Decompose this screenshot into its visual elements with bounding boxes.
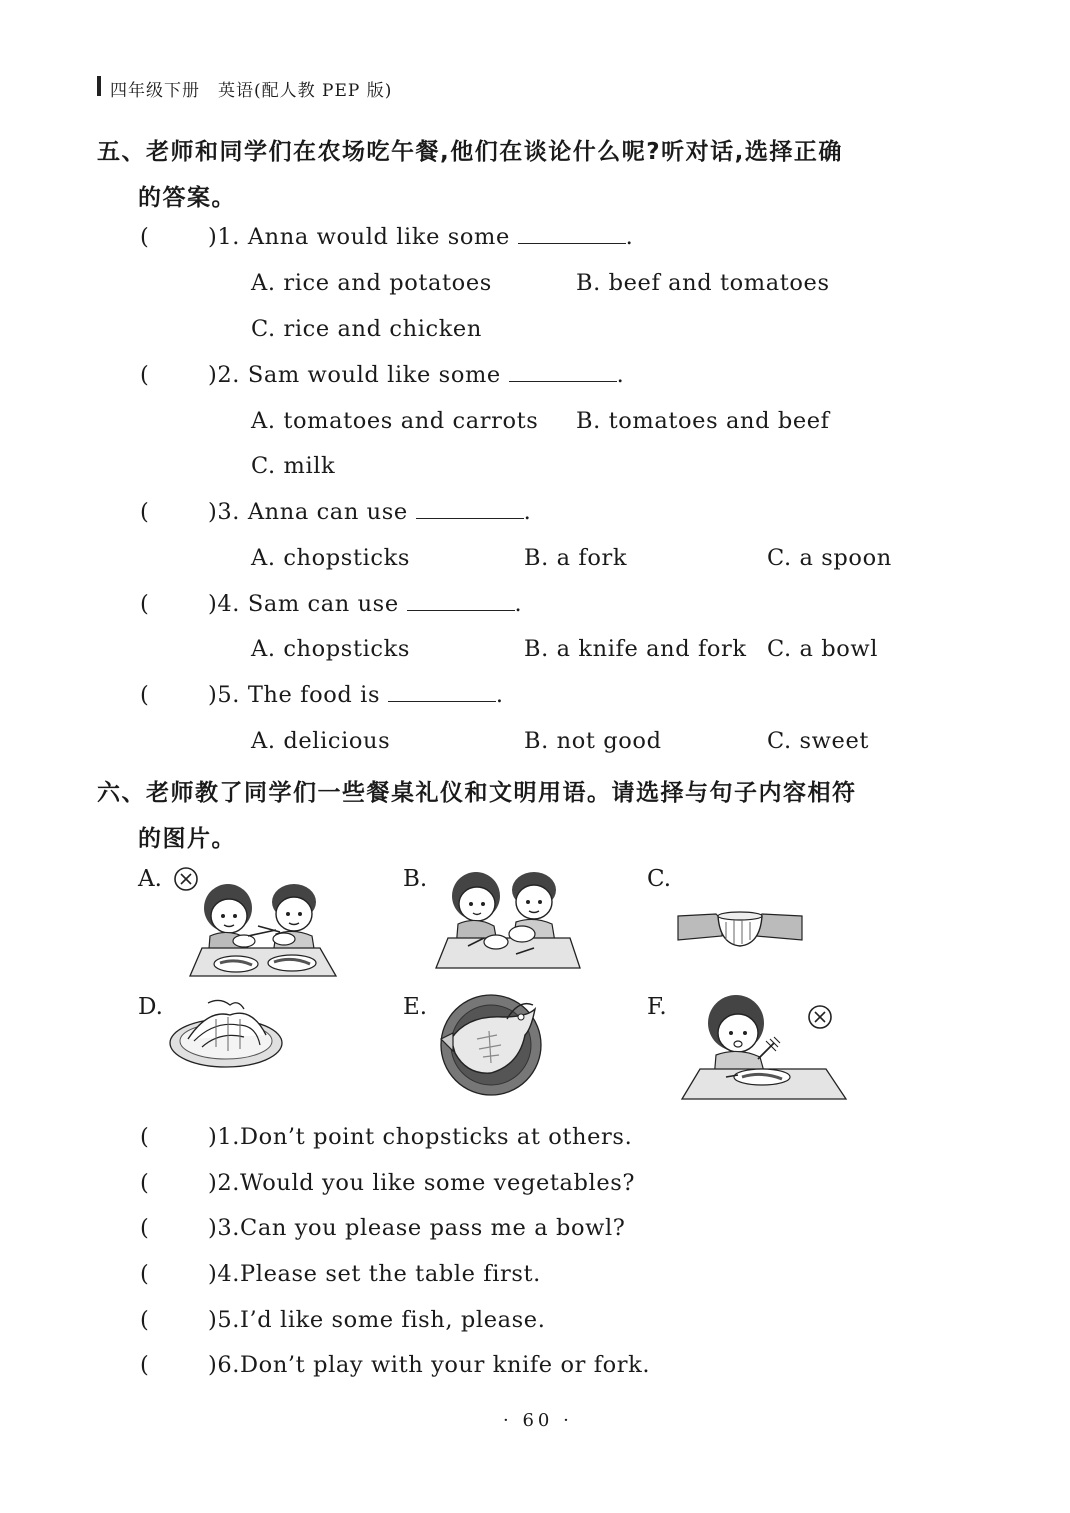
answer-paren[interactable]: ( [140, 499, 149, 525]
answer-paren[interactable]: ( [140, 362, 149, 388]
option-b[interactable]: B. beef and tomatoes [576, 270, 830, 296]
answer-blank[interactable] [388, 683, 496, 702]
answer-paren[interactable]: ( [140, 1124, 149, 1150]
option-b[interactable]: B. a fork [524, 545, 628, 571]
header-rule [97, 76, 101, 96]
book-header: 四年级下册 英语(配人教 PEP 版) [110, 81, 393, 101]
cross-circle-icon [809, 1006, 831, 1028]
question-5: )5. The food is . [208, 682, 504, 708]
option-b[interactable]: B. not good [524, 728, 662, 754]
option-c[interactable]: C. a bowl [767, 636, 879, 662]
section5-title-cont: 的答案。 [138, 185, 236, 211]
picture-label-b: B. [403, 866, 428, 892]
option-c[interactable]: C. sweet [767, 728, 869, 754]
cross-circle-icon [175, 868, 197, 890]
answer-paren[interactable]: ( [140, 1307, 149, 1333]
option-b[interactable]: B. a knife and fork [524, 636, 747, 662]
picture-label-e: E. [403, 994, 428, 1020]
option-c[interactable]: C. milk [251, 453, 336, 479]
question-3: )3. Anna can use . [208, 499, 532, 525]
sentence-6: )6.Don’t play with your knife or fork. [208, 1352, 651, 1378]
sentence-4: )4.Please set the table first. [208, 1261, 541, 1287]
option-c[interactable]: C. rice and chicken [251, 316, 482, 342]
option-a[interactable]: A. delicious [251, 728, 391, 754]
section6-title-cont: 的图片。 [138, 826, 236, 852]
picture-d-vegetables[interactable] [168, 995, 286, 1070]
picture-label-a: A. [138, 866, 162, 892]
option-a[interactable]: A. tomatoes and carrots [251, 408, 539, 434]
sentence-1: )1.Don’t point chopsticks at others. [208, 1124, 633, 1150]
picture-label-d: D. [138, 994, 163, 1020]
option-a[interactable]: A. rice and potatoes [251, 270, 492, 296]
picture-e-fish[interactable] [437, 995, 545, 1095]
answer-blank[interactable] [518, 225, 626, 244]
sentence-5: )5.I’d like some fish, please. [208, 1307, 546, 1333]
answer-paren[interactable]: ( [140, 1215, 149, 1241]
page-number: · 60 · [503, 1410, 573, 1431]
answer-paren[interactable]: ( [140, 1352, 149, 1378]
option-b[interactable]: B. tomatoes and beef [576, 408, 830, 434]
section6-title: 六、老师教了同学们一些餐桌礼仪和文明用语。请选择与句子内容相符 [97, 780, 857, 806]
option-a[interactable]: A. chopsticks [251, 545, 410, 571]
option-a[interactable]: A. chopsticks [251, 636, 410, 662]
answer-paren[interactable]: ( [140, 591, 149, 617]
picture-label-f: F. [647, 994, 667, 1020]
answer-blank[interactable] [416, 500, 524, 519]
picture-label-c: C. [647, 866, 672, 892]
answer-paren[interactable]: ( [140, 1261, 149, 1287]
option-c[interactable]: C. a spoon [767, 545, 892, 571]
answer-blank[interactable] [509, 363, 617, 382]
answer-paren[interactable]: ( [140, 682, 149, 708]
answer-blank[interactable] [407, 592, 515, 611]
sentence-2: )2.Would you like some vegetables? [208, 1170, 636, 1196]
picture-a-kids-pointing-chopsticks[interactable] [172, 866, 342, 981]
question-2: )2. Sam would like some . [208, 362, 625, 388]
answer-paren[interactable]: ( [140, 224, 149, 250]
picture-c-passing-bowl[interactable] [676, 906, 804, 950]
picture-f-girl-playing-fork[interactable] [680, 993, 848, 1103]
answer-paren[interactable]: ( [140, 1170, 149, 1196]
question-4: )4. Sam can use . [208, 591, 523, 617]
picture-b-kids-eating[interactable] [434, 866, 584, 971]
section5-title: 五、老师和同学们在农场吃午餐,他们在谈论什么呢?听对话,选择正确 [97, 139, 843, 165]
sentence-3: )3.Can you please pass me a bowl? [208, 1215, 626, 1241]
question-1: )1. Anna would like some . [208, 224, 634, 250]
